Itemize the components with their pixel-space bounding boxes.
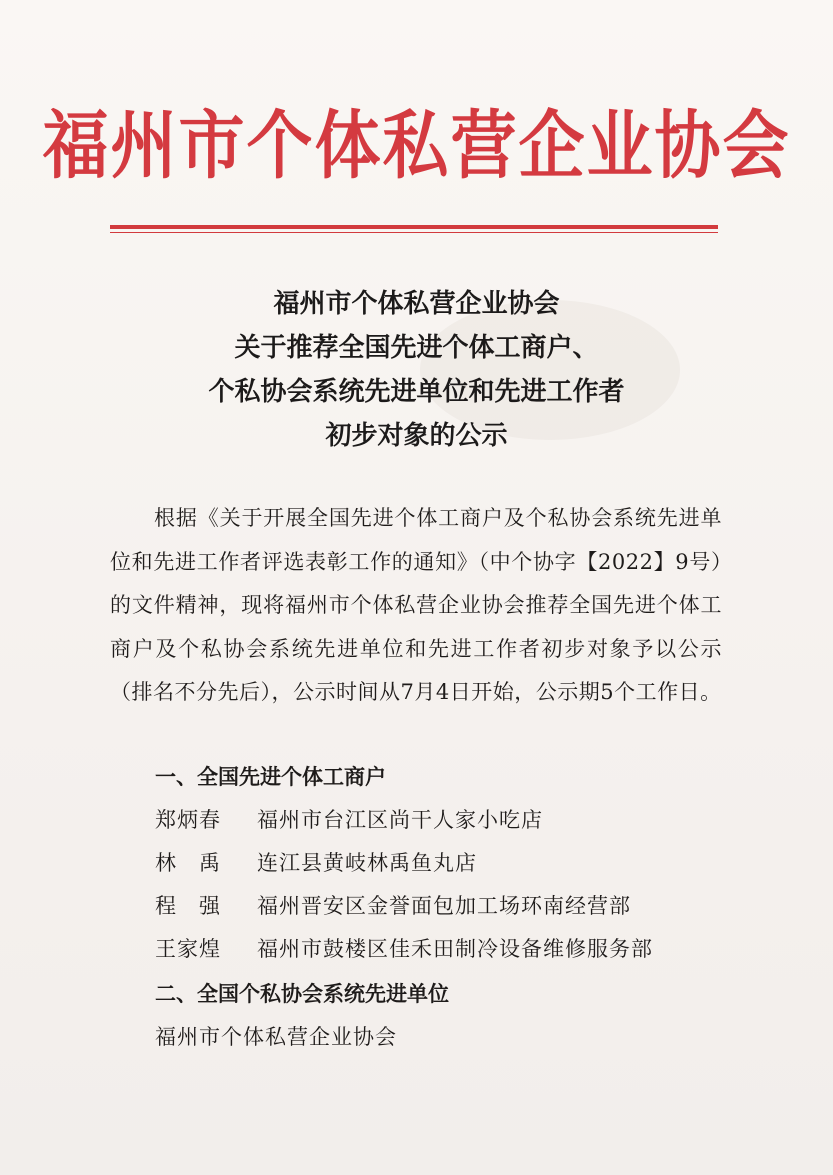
letterhead-rule-thin: [110, 232, 718, 233]
section-heading: 一、全国先进个体工商户: [155, 765, 386, 789]
section-heading: 二、全国个私协会系统先进单位: [155, 982, 449, 1006]
unit-name: 福州市个体私营企业协会: [155, 1025, 397, 1049]
business-name: 福州晋安区金誉面包加工场环南经营部: [257, 894, 631, 918]
document-title: [0, 282, 833, 458]
title-line: 个私协会系统先进单位和先进工作者: [208, 377, 625, 407]
title-line: 初步对象的公示: [325, 421, 508, 451]
business-name: 连江县黄岐林禹鱼丸店: [257, 851, 477, 875]
business-name: 福州市鼓楼区佳禾田制冷设备维修服务部: [257, 937, 653, 961]
person-name: 郑炳春: [155, 808, 221, 832]
title-line: 关于推荐全国先进个体工商户、: [234, 333, 599, 363]
letterhead-rule-thick: [110, 225, 718, 229]
list-item: [155, 891, 631, 921]
letterhead-title: 福州市个体私营企业协会: [42, 101, 791, 189]
list-item: [155, 848, 477, 878]
person-name: 程 强: [155, 894, 221, 918]
business-name: 福州市台江区尚干人家小吃店: [257, 808, 543, 832]
list-item: [155, 805, 543, 835]
list-item: [155, 934, 653, 964]
body-paragraph: 根据《关于开展全国先进个体工商户及个私协会系统先进单位和先进工作者评选表彰工作的通知》（中个协字【2022】9号）的文件精神，现将福州市个体私营企业协会推荐全国先进个体工商户及个私协会系统先进单位和先进工作者初步对象予以公示（排名不分先后），公示时间从7月4日开始，公示期5个工作日。: [110, 506, 722, 704]
person-name: 王家煌: [155, 937, 221, 961]
title-line: 福州市个体私营企业协会: [273, 289, 560, 319]
person-name: 林 禹: [155, 851, 221, 875]
